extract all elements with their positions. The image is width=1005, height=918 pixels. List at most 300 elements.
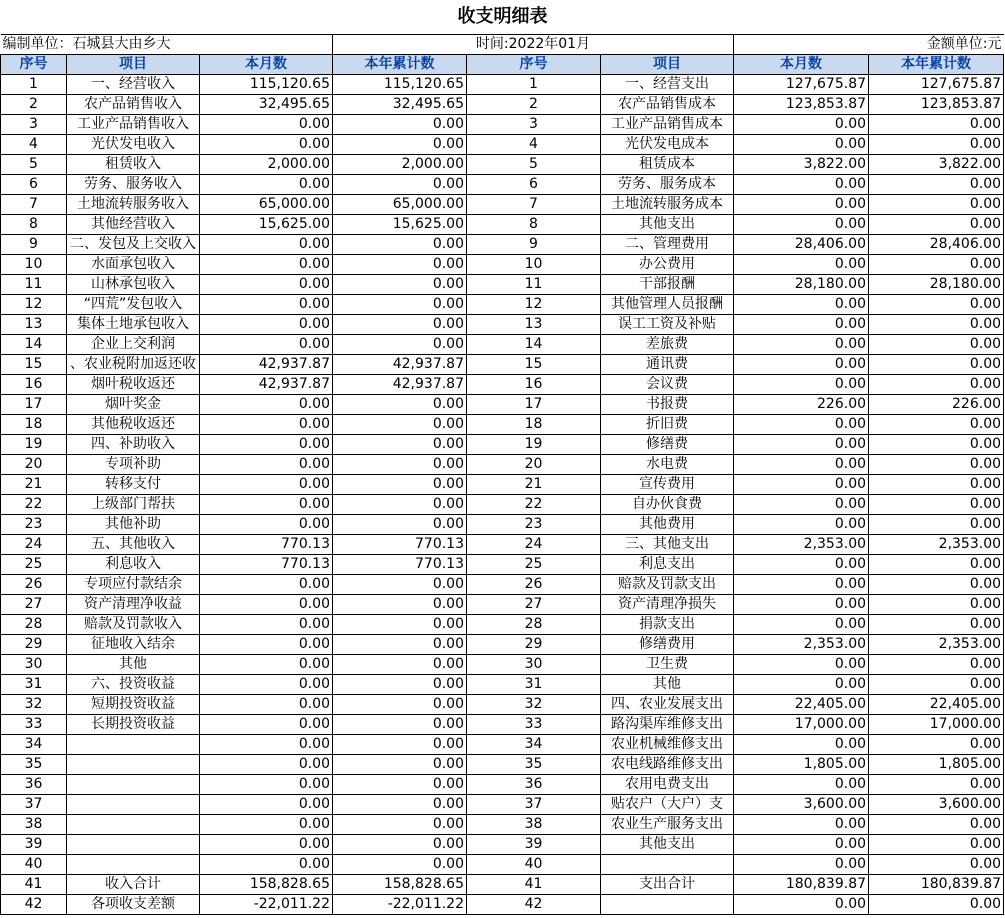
income-no-cell: 36 bbox=[1, 775, 67, 795]
expense-year-cell: 0.00 bbox=[869, 555, 1004, 575]
table-row bbox=[1, 695, 1004, 715]
table-row bbox=[1, 95, 1004, 115]
expense-year-cell: 0.00 bbox=[869, 315, 1004, 335]
expense-month-cell: 17,000.00 bbox=[734, 715, 869, 735]
expense-month-cell: 0.00 bbox=[734, 735, 869, 755]
expense-no-cell: 1 bbox=[467, 75, 601, 95]
expense-no-cell: 30 bbox=[467, 655, 601, 675]
expense-month-cell: 0.00 bbox=[734, 475, 869, 495]
expense-month-cell: 0.00 bbox=[734, 295, 869, 315]
expense-year-cell: 0.00 bbox=[869, 595, 1004, 615]
income-item-cell bbox=[67, 795, 200, 815]
expense-month-cell: 0.00 bbox=[734, 215, 869, 235]
income-year-cell: 0.00 bbox=[333, 635, 467, 655]
income-no-cell: 3 bbox=[1, 115, 67, 135]
income-year-cell: 2,000.00 bbox=[333, 155, 467, 175]
expense-month-cell: 0.00 bbox=[734, 315, 869, 335]
income-item-cell: 其他 bbox=[67, 655, 200, 675]
expense-no-cell: 28 bbox=[467, 615, 601, 635]
expense-year-cell: 0.00 bbox=[869, 455, 1004, 475]
expense-no-cell: 4 bbox=[467, 135, 601, 155]
table-row bbox=[1, 295, 1004, 315]
expense-year-cell: 17,000.00 bbox=[869, 715, 1004, 735]
income-year-cell: 0.00 bbox=[333, 335, 467, 355]
table-row bbox=[1, 375, 1004, 395]
table-row bbox=[1, 395, 1004, 415]
income-item-cell bbox=[67, 775, 200, 795]
income-month-cell: 0.00 bbox=[200, 455, 333, 475]
income-item-cell: 资产清理净收益 bbox=[67, 595, 200, 615]
expense-month-cell: 0.00 bbox=[734, 495, 869, 515]
income-month-cell: 115,120.65 bbox=[200, 75, 333, 95]
income-item-cell: 六、投资收益 bbox=[67, 675, 200, 695]
income-item-cell: 短期投资收益 bbox=[67, 695, 200, 715]
expense-month-cell: 0.00 bbox=[734, 655, 869, 675]
income-year-cell: 0.00 bbox=[333, 415, 467, 435]
expense-month-cell: 0.00 bbox=[734, 675, 869, 695]
header-year-expense: 本年累计数 bbox=[869, 55, 1004, 75]
income-month-cell: 0.00 bbox=[200, 515, 333, 535]
income-no-cell: 24 bbox=[1, 535, 67, 555]
expense-month-cell: 0.00 bbox=[734, 895, 869, 915]
income-year-cell: 0.00 bbox=[333, 475, 467, 495]
expense-item-cell: 误工工资及补贴 bbox=[601, 315, 734, 335]
expense-year-cell: 0.00 bbox=[869, 835, 1004, 855]
income-item-cell: 一、经营收入 bbox=[67, 75, 200, 95]
expense-item-cell: 支出合计 bbox=[601, 875, 734, 895]
income-no-cell: 31 bbox=[1, 675, 67, 695]
income-month-cell: 0.00 bbox=[200, 475, 333, 495]
expense-item-cell: 其他支出 bbox=[601, 835, 734, 855]
expense-year-cell: 0.00 bbox=[869, 175, 1004, 195]
income-month-cell: 0.00 bbox=[200, 715, 333, 735]
expense-no-cell: 11 bbox=[467, 275, 601, 295]
expense-year-cell: 0.00 bbox=[869, 215, 1004, 235]
ledger-table bbox=[0, 34, 1004, 915]
income-month-cell: 0.00 bbox=[200, 275, 333, 295]
expense-month-cell: 28,180.00 bbox=[734, 275, 869, 295]
income-year-cell: 0.00 bbox=[333, 595, 467, 615]
income-item-cell: 烟叶奖金 bbox=[67, 395, 200, 415]
income-year-cell: 0.00 bbox=[333, 495, 467, 515]
table-row bbox=[1, 595, 1004, 615]
table-row bbox=[1, 455, 1004, 475]
expense-month-cell: 0.00 bbox=[734, 835, 869, 855]
expense-item-cell: 干部报酬 bbox=[601, 275, 734, 295]
table-row bbox=[1, 135, 1004, 155]
income-no-cell: 22 bbox=[1, 495, 67, 515]
expense-item-cell: 三、其他支出 bbox=[601, 535, 734, 555]
table-row bbox=[1, 895, 1004, 915]
expense-item-cell: 其他支出 bbox=[601, 215, 734, 235]
income-month-cell: 158,828.65 bbox=[200, 875, 333, 895]
expense-year-cell: 0.00 bbox=[869, 355, 1004, 375]
income-item-cell bbox=[67, 815, 200, 835]
income-month-cell: 0.00 bbox=[200, 635, 333, 655]
expense-year-cell: 0.00 bbox=[869, 335, 1004, 355]
income-year-cell: 0.00 bbox=[333, 395, 467, 415]
expense-year-cell: 0.00 bbox=[869, 375, 1004, 395]
income-year-cell: 0.00 bbox=[333, 575, 467, 595]
expense-year-cell: 123,853.87 bbox=[869, 95, 1004, 115]
expense-no-cell: 12 bbox=[467, 295, 601, 315]
income-no-cell: 19 bbox=[1, 435, 67, 455]
income-item-cell: 上级部门帮扶 bbox=[67, 495, 200, 515]
table-row bbox=[1, 515, 1004, 535]
income-year-cell: 0.00 bbox=[333, 775, 467, 795]
income-year-cell: 0.00 bbox=[333, 235, 467, 255]
income-year-cell: 32,495.65 bbox=[333, 95, 467, 115]
header-year-income: 本年累计数 bbox=[333, 55, 467, 75]
income-year-cell: 0.00 bbox=[333, 855, 467, 875]
income-year-cell: 0.00 bbox=[333, 655, 467, 675]
expense-item-cell: 二、管理费用 bbox=[601, 235, 734, 255]
header-row bbox=[1, 55, 1004, 75]
income-month-cell: 0.00 bbox=[200, 595, 333, 615]
table-row bbox=[1, 215, 1004, 235]
income-month-cell: 0.00 bbox=[200, 235, 333, 255]
header-no-income: 序号 bbox=[1, 55, 67, 75]
income-no-cell: 42 bbox=[1, 895, 67, 915]
expense-item-cell: 利息支出 bbox=[601, 555, 734, 575]
income-item-cell: 水面承包收入 bbox=[67, 255, 200, 275]
expense-month-cell: 0.00 bbox=[734, 615, 869, 635]
income-year-cell: 0.00 bbox=[333, 835, 467, 855]
table-row bbox=[1, 655, 1004, 675]
expense-year-cell: 0.00 bbox=[869, 435, 1004, 455]
expense-item-cell: 捐款支出 bbox=[601, 615, 734, 635]
expense-no-cell: 35 bbox=[467, 755, 601, 775]
income-no-cell: 33 bbox=[1, 715, 67, 735]
expense-year-cell: 0.00 bbox=[869, 115, 1004, 135]
income-month-cell: 0.00 bbox=[200, 655, 333, 675]
income-month-cell: 0.00 bbox=[200, 335, 333, 355]
expense-no-cell: 14 bbox=[467, 335, 601, 355]
header-item-expense: 项目 bbox=[601, 55, 734, 75]
expense-year-cell: 0.00 bbox=[869, 675, 1004, 695]
expense-no-cell: 9 bbox=[467, 235, 601, 255]
income-year-cell: 15,625.00 bbox=[333, 215, 467, 235]
expense-month-cell: 0.00 bbox=[734, 255, 869, 275]
expense-year-cell: 1,805.00 bbox=[869, 755, 1004, 775]
income-year-cell: 42,937.87 bbox=[333, 375, 467, 395]
expense-item-cell: 资产清理净损失 bbox=[601, 595, 734, 615]
expense-year-cell: 0.00 bbox=[869, 855, 1004, 875]
expense-item-cell: 农电线路维修支出 bbox=[601, 755, 734, 775]
income-no-cell: 1 bbox=[1, 75, 67, 95]
income-month-cell: 0.00 bbox=[200, 835, 333, 855]
income-no-cell: 2 bbox=[1, 95, 67, 115]
expense-item-cell: 路沟渠库维修支出 bbox=[601, 715, 734, 735]
income-month-cell: 770.13 bbox=[200, 535, 333, 555]
expense-month-cell: 3,600.00 bbox=[734, 795, 869, 815]
expense-no-cell: 20 bbox=[467, 455, 601, 475]
reporting-unit: 编制单位：石城县大由乡大 bbox=[1, 35, 333, 55]
income-month-cell: 0.00 bbox=[200, 435, 333, 455]
report-title: 收支明细表 bbox=[457, 6, 548, 27]
table-row bbox=[1, 575, 1004, 595]
income-no-cell: 30 bbox=[1, 655, 67, 675]
income-month-cell: 0.00 bbox=[200, 135, 333, 155]
expense-no-cell: 5 bbox=[467, 155, 601, 175]
table-row bbox=[1, 855, 1004, 875]
income-month-cell: 0.00 bbox=[200, 855, 333, 875]
income-year-cell: 0.00 bbox=[333, 695, 467, 715]
income-year-cell: 0.00 bbox=[333, 295, 467, 315]
income-month-cell: 0.00 bbox=[200, 735, 333, 755]
expense-item-cell: 土地流转服务成本 bbox=[601, 195, 734, 215]
expense-year-cell: 0.00 bbox=[869, 775, 1004, 795]
expense-no-cell: 21 bbox=[467, 475, 601, 495]
table-row bbox=[1, 235, 1004, 255]
income-year-cell: 0.00 bbox=[333, 615, 467, 635]
income-item-cell: 租赁收入 bbox=[67, 155, 200, 175]
table-row bbox=[1, 415, 1004, 435]
expense-no-cell: 7 bbox=[467, 195, 601, 215]
table-row bbox=[1, 875, 1004, 895]
income-month-cell: -22,011.22 bbox=[200, 895, 333, 915]
expense-year-cell: 0.00 bbox=[869, 575, 1004, 595]
info-row bbox=[1, 35, 1004, 55]
income-month-cell: 42,937.87 bbox=[200, 355, 333, 375]
expense-month-cell: 226.00 bbox=[734, 395, 869, 415]
income-month-cell: 0.00 bbox=[200, 395, 333, 415]
income-month-cell: 0.00 bbox=[200, 615, 333, 635]
income-item-cell: 、农业税附加返还收 bbox=[67, 355, 200, 375]
income-year-cell: 0.00 bbox=[333, 515, 467, 535]
expense-item-cell: 折旧费 bbox=[601, 415, 734, 435]
expense-no-cell: 3 bbox=[467, 115, 601, 135]
expense-item-cell: 办公费用 bbox=[601, 255, 734, 275]
expense-year-cell: 22,405.00 bbox=[869, 695, 1004, 715]
income-item-cell bbox=[67, 855, 200, 875]
income-no-cell: 37 bbox=[1, 795, 67, 815]
expense-item-cell: 其他 bbox=[601, 675, 734, 695]
expense-month-cell: 0.00 bbox=[734, 415, 869, 435]
expense-year-cell: 127,675.87 bbox=[869, 75, 1004, 95]
expense-item-cell bbox=[601, 855, 734, 875]
expense-month-cell: 2,353.00 bbox=[734, 535, 869, 555]
expense-month-cell: 180,839.87 bbox=[734, 875, 869, 895]
income-no-cell: 34 bbox=[1, 735, 67, 755]
expense-no-cell: 13 bbox=[467, 315, 601, 335]
income-month-cell: 0.00 bbox=[200, 575, 333, 595]
expense-no-cell: 8 bbox=[467, 215, 601, 235]
income-no-cell: 8 bbox=[1, 215, 67, 235]
income-item-cell: 长期投资收益 bbox=[67, 715, 200, 735]
expense-no-cell: 25 bbox=[467, 555, 601, 575]
expense-item-cell: 贴农户（大户）支 bbox=[601, 795, 734, 815]
income-no-cell: 23 bbox=[1, 515, 67, 535]
table-row bbox=[1, 275, 1004, 295]
income-no-cell: 28 bbox=[1, 615, 67, 635]
expense-item-cell: 农产品销售成本 bbox=[601, 95, 734, 115]
income-item-cell: 光伏发电收入 bbox=[67, 135, 200, 155]
header-month-expense: 本月数 bbox=[734, 55, 869, 75]
expense-year-cell: 0.00 bbox=[869, 495, 1004, 515]
income-no-cell: 40 bbox=[1, 855, 67, 875]
income-no-cell: 7 bbox=[1, 195, 67, 215]
income-year-cell: 0.00 bbox=[333, 275, 467, 295]
income-year-cell: 0.00 bbox=[333, 115, 467, 135]
income-no-cell: 32 bbox=[1, 695, 67, 715]
income-item-cell: 其他补助 bbox=[67, 515, 200, 535]
table-row bbox=[1, 835, 1004, 855]
income-no-cell: 26 bbox=[1, 575, 67, 595]
expense-item-cell: 会议费 bbox=[601, 375, 734, 395]
expense-year-cell: 0.00 bbox=[869, 735, 1004, 755]
expense-no-cell: 29 bbox=[467, 635, 601, 655]
expense-year-cell: 0.00 bbox=[869, 475, 1004, 495]
expense-no-cell: 10 bbox=[467, 255, 601, 275]
expense-item-cell: 农用电费支出 bbox=[601, 775, 734, 795]
income-no-cell: 27 bbox=[1, 595, 67, 615]
income-month-cell: 42,937.87 bbox=[200, 375, 333, 395]
income-item-cell: 专项补助 bbox=[67, 455, 200, 475]
table-row bbox=[1, 315, 1004, 335]
income-year-cell: 770.13 bbox=[333, 535, 467, 555]
income-item-cell: 利息收入 bbox=[67, 555, 200, 575]
expense-no-cell: 42 bbox=[467, 895, 601, 915]
expense-month-cell: 0.00 bbox=[734, 195, 869, 215]
income-no-cell: 18 bbox=[1, 415, 67, 435]
table-row bbox=[1, 535, 1004, 555]
income-item-cell: 工业产品销售收入 bbox=[67, 115, 200, 135]
income-no-cell: 41 bbox=[1, 875, 67, 895]
table-row bbox=[1, 775, 1004, 795]
expense-month-cell: 0.00 bbox=[734, 455, 869, 475]
income-no-cell: 9 bbox=[1, 235, 67, 255]
expense-item-cell: 水电费 bbox=[601, 455, 734, 475]
income-no-cell: 4 bbox=[1, 135, 67, 155]
income-item-cell: 农产品销售收入 bbox=[67, 95, 200, 115]
income-year-cell: 0.00 bbox=[333, 175, 467, 195]
income-year-cell: 0.00 bbox=[333, 755, 467, 775]
expense-item-cell: 通讯费 bbox=[601, 355, 734, 375]
expense-year-cell: 3,822.00 bbox=[869, 155, 1004, 175]
income-item-cell: 山林承包收入 bbox=[67, 275, 200, 295]
expense-item-cell: 书报费 bbox=[601, 395, 734, 415]
income-month-cell: 0.00 bbox=[200, 495, 333, 515]
expense-item-cell: 农业生产服务支出 bbox=[601, 815, 734, 835]
expense-year-cell: 0.00 bbox=[869, 195, 1004, 215]
income-item-cell: 四、补助收入 bbox=[67, 435, 200, 455]
expense-month-cell: 0.00 bbox=[734, 335, 869, 355]
currency-unit: 金额单位:元 bbox=[734, 35, 1004, 55]
expense-no-cell: 37 bbox=[467, 795, 601, 815]
expense-item-cell: 赔款及罚款支出 bbox=[601, 575, 734, 595]
expense-no-cell: 34 bbox=[467, 735, 601, 755]
table-row bbox=[1, 115, 1004, 135]
expense-no-cell: 40 bbox=[467, 855, 601, 875]
income-year-cell: 0.00 bbox=[333, 715, 467, 735]
income-month-cell: 32,495.65 bbox=[200, 95, 333, 115]
expense-month-cell: 0.00 bbox=[734, 815, 869, 835]
expense-item-cell: 劳务、服务成本 bbox=[601, 175, 734, 195]
income-no-cell: 29 bbox=[1, 635, 67, 655]
table-row bbox=[1, 755, 1004, 775]
income-year-cell: 0.00 bbox=[333, 255, 467, 275]
expense-month-cell: 127,675.87 bbox=[734, 75, 869, 95]
income-month-cell: 0.00 bbox=[200, 795, 333, 815]
expense-year-cell: 0.00 bbox=[869, 415, 1004, 435]
expense-month-cell: 3,822.00 bbox=[734, 155, 869, 175]
expense-month-cell: 22,405.00 bbox=[734, 695, 869, 715]
income-year-cell: 65,000.00 bbox=[333, 195, 467, 215]
income-no-cell: 13 bbox=[1, 315, 67, 335]
income-no-cell: 20 bbox=[1, 455, 67, 475]
income-month-cell: 0.00 bbox=[200, 755, 333, 775]
expense-item-cell: 农业机械维修支出 bbox=[601, 735, 734, 755]
income-month-cell: 0.00 bbox=[200, 315, 333, 335]
header-no-expense: 序号 bbox=[467, 55, 601, 75]
expense-month-cell: 1,805.00 bbox=[734, 755, 869, 775]
income-year-cell: 0.00 bbox=[333, 455, 467, 475]
table-row bbox=[1, 675, 1004, 695]
expense-item-cell: 工业产品销售成本 bbox=[601, 115, 734, 135]
income-month-cell: 15,625.00 bbox=[200, 215, 333, 235]
expense-month-cell: 0.00 bbox=[734, 355, 869, 375]
expense-item-cell: 光伏发电成本 bbox=[601, 135, 734, 155]
table-row bbox=[1, 195, 1004, 215]
expense-year-cell: 0.00 bbox=[869, 515, 1004, 535]
expense-month-cell: 0.00 bbox=[734, 515, 869, 535]
table-row bbox=[1, 795, 1004, 815]
expense-no-cell: 39 bbox=[467, 835, 601, 855]
income-item-cell: 其他税收返还 bbox=[67, 415, 200, 435]
income-year-cell: 0.00 bbox=[333, 135, 467, 155]
income-year-cell: 0.00 bbox=[333, 815, 467, 835]
expense-year-cell: 226.00 bbox=[869, 395, 1004, 415]
expense-month-cell: 0.00 bbox=[734, 555, 869, 575]
expense-item-cell: 修缮费用 bbox=[601, 635, 734, 655]
income-item-cell: 转移支付 bbox=[67, 475, 200, 495]
table-row bbox=[1, 75, 1004, 95]
expense-year-cell: 0.00 bbox=[869, 815, 1004, 835]
table-row bbox=[1, 715, 1004, 735]
income-no-cell: 21 bbox=[1, 475, 67, 495]
income-month-cell: 0.00 bbox=[200, 115, 333, 135]
income-year-cell: -22,011.22 bbox=[333, 895, 467, 915]
expense-year-cell: 28,406.00 bbox=[869, 235, 1004, 255]
expense-year-cell: 0.00 bbox=[869, 295, 1004, 315]
header-item-income: 项目 bbox=[67, 55, 200, 75]
expense-year-cell: 0.00 bbox=[869, 655, 1004, 675]
income-month-cell: 770.13 bbox=[200, 555, 333, 575]
income-month-cell: 0.00 bbox=[200, 415, 333, 435]
expense-year-cell: 0.00 bbox=[869, 615, 1004, 635]
table-row bbox=[1, 435, 1004, 455]
expense-no-cell: 18 bbox=[467, 415, 601, 435]
income-no-cell: 15 bbox=[1, 355, 67, 375]
expense-no-cell: 16 bbox=[467, 375, 601, 395]
income-no-cell: 11 bbox=[1, 275, 67, 295]
income-month-cell: 0.00 bbox=[200, 295, 333, 315]
table-row bbox=[1, 735, 1004, 755]
income-year-cell: 0.00 bbox=[333, 735, 467, 755]
income-no-cell: 38 bbox=[1, 815, 67, 835]
table-row bbox=[1, 495, 1004, 515]
expense-item-cell: 四、农业发展支出 bbox=[601, 695, 734, 715]
expense-month-cell: 2,353.00 bbox=[734, 635, 869, 655]
expense-year-cell: 28,180.00 bbox=[869, 275, 1004, 295]
table-row bbox=[1, 255, 1004, 275]
expense-no-cell: 26 bbox=[467, 575, 601, 595]
expense-no-cell: 33 bbox=[467, 715, 601, 735]
income-no-cell: 12 bbox=[1, 295, 67, 315]
table-row bbox=[1, 615, 1004, 635]
income-item-cell: 企业上交利润 bbox=[67, 335, 200, 355]
